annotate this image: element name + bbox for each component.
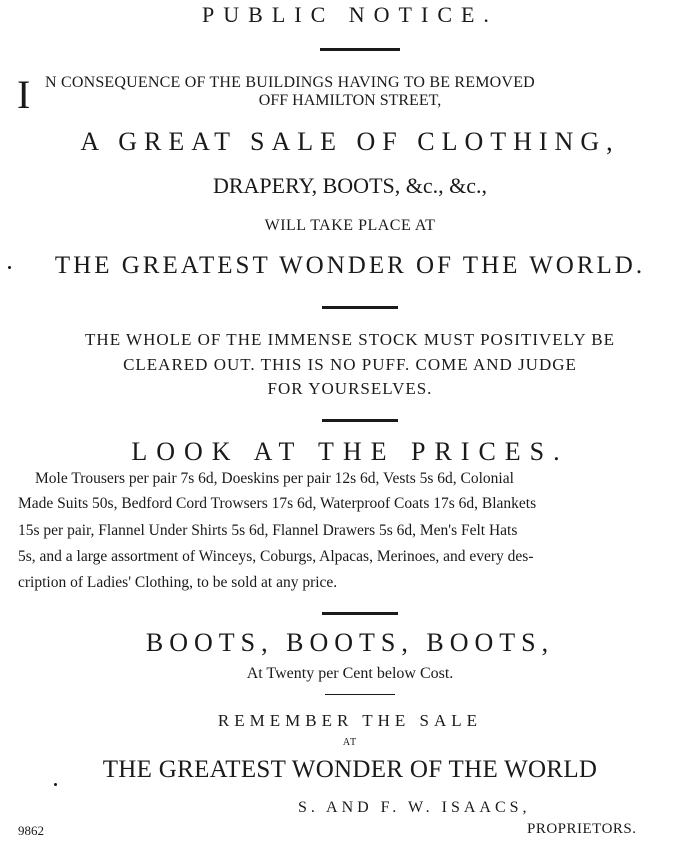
notice-title: PUBLIC NOTICE.: [202, 2, 498, 27]
prices-line-3: 15s per pair, Flannel Under Shirts 5s 6d, Flannel Drawers 5s 6d, Men's Felt Hats: [18, 522, 518, 539]
speck-mark: [8, 266, 11, 269]
prices-line-5: cription of Ladies' Clothing, to be sold at any price.: [18, 574, 338, 591]
rule-divider: [322, 612, 398, 615]
prices-line-1: Mole Trousers per pair 7s 6d, Doeskins per pair 12s 6d, Vests 5s 6d, Colonial: [35, 470, 514, 487]
reference-number: 9862: [18, 823, 44, 838]
intro-line-1: N CONSEQUENCE OF THE BUILDINGS HAVING TO BE REMOVED: [45, 74, 535, 91]
at-line: AT: [342, 737, 358, 748]
speck-mark: [54, 783, 57, 786]
boots-subline: At Twenty per Cent below Cost.: [246, 665, 454, 682]
drapery-line: DRAPERY, BOOTS, &c., &c.,: [212, 173, 487, 198]
take-place-line: WILL TAKE PLACE AT: [264, 217, 436, 234]
sale-headline: A GREAT SALE OF CLOTHING,: [80, 127, 620, 156]
rule-divider: [322, 306, 398, 309]
stock-line-1: THE WHOLE OF THE IMMENSE STOCK MUST POSITIVELY BE: [85, 330, 615, 349]
prices-line-4: 5s, and a large assortment of Winceys, Coburgs, Alpacas, Merinoes, and every des-: [18, 548, 534, 565]
prices-line-2: Made Suits 50s, Bedford Cord Trowsers 17s 6d, Waterproof Coats 17s 6d, Blankets: [18, 495, 537, 512]
stock-line-2: CLEARED OUT. THIS IS NO PUFF. COME AND JUDGE: [123, 355, 577, 374]
rule-divider: [320, 48, 400, 51]
rule-divider: [325, 694, 395, 695]
boots-heading: BOOTS, BOOTS, BOOTS,: [145, 628, 555, 657]
rule-divider: [322, 419, 398, 422]
proprietors-label: PROPRIETORS.: [527, 821, 637, 837]
intro-dropcap: I: [17, 72, 31, 117]
stock-line-3: FOR YOURSELVES.: [267, 379, 433, 398]
prices-heading: LOOK AT THE PRICES.: [131, 437, 569, 466]
closing-location: THE GREATEST WONDER OF THE WORLD: [102, 756, 598, 783]
proprietor-names: S. AND F. W. ISAACS,: [298, 799, 531, 816]
location-headline: THE GREATEST WONDER OF THE WORLD.: [54, 252, 646, 279]
intro-line-2: OFF HAMILTON STREET,: [258, 92, 442, 109]
remember-line: REMEMBER THE SALE: [217, 711, 483, 730]
